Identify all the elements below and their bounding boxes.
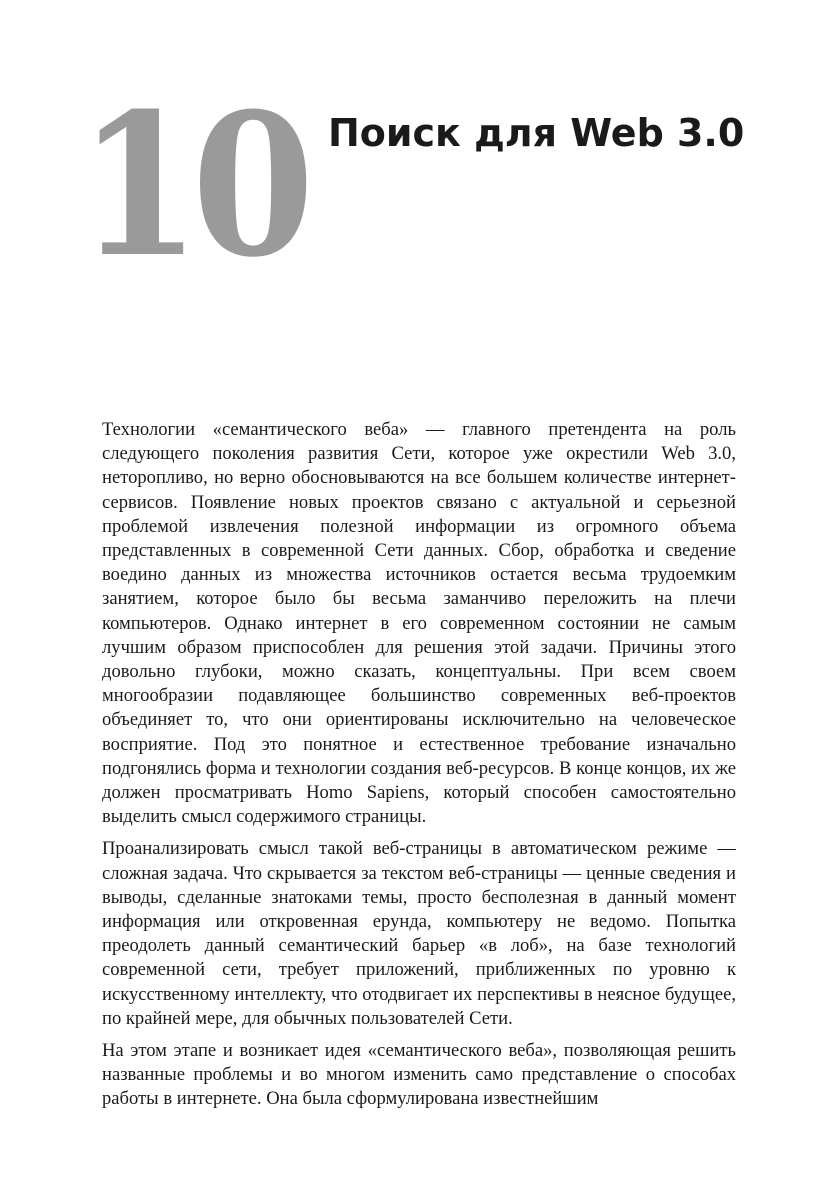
chapter-number: 10 <box>78 71 306 301</box>
chapter-title: Поиск для Web 3.0 <box>328 111 745 155</box>
paragraph-1: Технологии «семантического веба» — главного претендента на роль следующего поколения развития Сети, которое уже окрестили Web 3.0, неторопливо, но верно обосновываются на все большем количестве интернет-сервисов. Появление новых проектов связано с актуальной и серьезной проблемой извлечения полезной информации из огромного объема представленных в современной Сети данных. Сбор, обработка и сведение воедино данных из множества источников остается весьма трудоемким занятием, которое было бы весьма заманчиво переложить на плечи компьютеров. Однако интернет в его современном состоянии не самым лучшим образом приспособлен для решения этой задачи. Причины этого довольно глубоки, можно сказать, концептуальны. При всем своем многообразии подавляющее большинство современных веб-проектов объединяет то, что они ориентированы исключительно на человеческое восприятие. Под это понятное и естественное требование изначально подгонялись форма и технологии создания веб-ресурсов. В конце концов, их же должен просматривать Homo Sapiens, который способен самостоятельно выделить смысл содержимого страницы. <box>102 419 736 828</box>
body-text <box>102 418 736 1112</box>
paragraph-2: Проанализировать смысл такой веб-страницы в автоматическом режиме — сложная задача. Что скрывается за текстом веб-страницы — ценные сведения и выводы, сделанные знатоками темы, просто бесполезная в данный момент информация или откровенная ерунда, компьютеру не ведомо. Попытка преодолеть данный семантический барьер «в лоб», на базе технологий современной сети, требует приложений, приближенных по уровню к искусственному интеллекту, что отодвигает их перспективы в неясное будущее, по крайней мере, для обычных пользователей Сети. <box>102 838 736 1029</box>
paragraph-3: На этом этапе и возникает идея «семантического веба», позволяющая решить названные проблемы и во многом изменить само представление о способах работы в интернете. Она была сформулирована известнейшим <box>102 1040 736 1110</box>
